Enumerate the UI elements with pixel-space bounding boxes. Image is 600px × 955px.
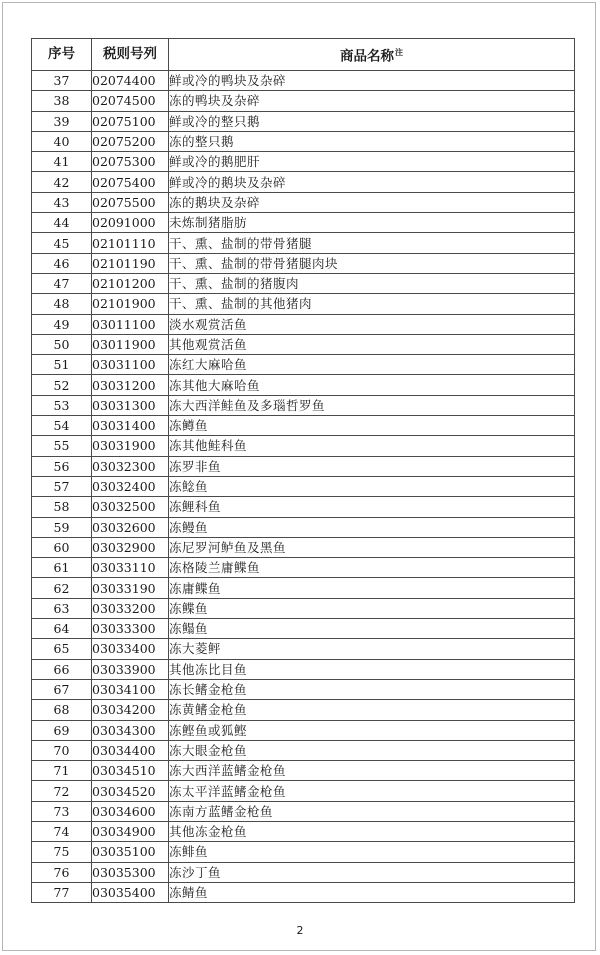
cell-name: 冻的鹅块及杂碎 (169, 192, 575, 212)
cell-seq: 53 (32, 395, 92, 415)
cell-seq: 43 (32, 192, 92, 212)
cell-name: 未炼制猪脂肪 (169, 213, 575, 233)
cell-seq: 68 (32, 700, 92, 720)
cell-name: 其他冻比目鱼 (169, 659, 575, 679)
cell-code: 02075200 (92, 131, 169, 151)
cell-name: 其他观赏活鱼 (169, 334, 575, 354)
cell-seq: 56 (32, 456, 92, 476)
cell-seq: 54 (32, 416, 92, 436)
cell-code: 03034900 (92, 821, 169, 841)
cell-name: 冻其他大麻哈鱼 (169, 375, 575, 395)
cell-code: 02074400 (92, 71, 169, 91)
cell-seq: 51 (32, 355, 92, 375)
table-row (32, 821, 575, 841)
cell-code: 03031100 (92, 355, 169, 375)
cell-name: 冻尼罗河鲈鱼及黑鱼 (169, 537, 575, 557)
cell-code: 03032600 (92, 517, 169, 537)
cell-seq: 52 (32, 375, 92, 395)
cell-seq: 47 (32, 273, 92, 293)
cell-name: 冻鲭鱼 (169, 882, 575, 902)
cell-code: 03031200 (92, 375, 169, 395)
cell-name: 冻太平洋蓝鳍金枪鱼 (169, 781, 575, 801)
cell-name: 冻黄鳍金枪鱼 (169, 700, 575, 720)
header-name (169, 39, 575, 71)
table-row (32, 91, 575, 111)
cell-name: 淡水观赏活鱼 (169, 314, 575, 334)
header-row (32, 39, 575, 71)
cell-seq: 44 (32, 213, 92, 233)
cell-seq: 60 (32, 537, 92, 557)
cell-name: 冻鳟鱼 (169, 416, 575, 436)
cell-name: 冻鳎鱼 (169, 619, 575, 639)
table-row (32, 720, 575, 740)
cell-seq: 39 (32, 111, 92, 131)
cell-name: 冻大西洋蓝鳍金枪鱼 (169, 761, 575, 781)
cell-name: 冻鲽鱼 (169, 598, 575, 618)
cell-seq: 55 (32, 436, 92, 456)
header-code: 税则号列 (92, 39, 169, 71)
table-row (32, 131, 575, 151)
cell-seq: 77 (32, 882, 92, 902)
cell-name: 冻鲣鱼或狐鲣 (169, 720, 575, 740)
cell-code: 03034200 (92, 700, 169, 720)
cell-name: 干、熏、盐制的其他猪肉 (169, 294, 575, 314)
cell-code: 02075300 (92, 152, 169, 172)
cell-code: 02075400 (92, 172, 169, 192)
table-row (32, 801, 575, 821)
cell-seq: 65 (32, 639, 92, 659)
table-row (32, 781, 575, 801)
cell-seq: 62 (32, 578, 92, 598)
cell-seq: 42 (32, 172, 92, 192)
cell-code: 03033190 (92, 578, 169, 598)
table-row (32, 517, 575, 537)
table-row (32, 476, 575, 496)
cell-seq: 75 (32, 842, 92, 862)
cell-code: 03033110 (92, 558, 169, 578)
table-row (32, 152, 575, 172)
table-row (32, 375, 575, 395)
cell-name: 其他冻金枪鱼 (169, 821, 575, 841)
cell-code: 03034600 (92, 801, 169, 821)
cell-code: 02101200 (92, 273, 169, 293)
table-row (32, 537, 575, 557)
cell-name: 鲜或冷的整只鹅 (169, 111, 575, 131)
table-row (32, 558, 575, 578)
table-row (32, 456, 575, 476)
header-name-note: 注 (395, 47, 403, 57)
cell-seq: 57 (32, 476, 92, 496)
cell-name: 冻格陵兰庸鲽鱼 (169, 558, 575, 578)
header-name-label: 商品名称 (340, 48, 394, 65)
table-row (32, 273, 575, 293)
cell-code: 03033900 (92, 659, 169, 679)
cell-name: 冻鲱鱼 (169, 842, 575, 862)
cell-code: 02101900 (92, 294, 169, 314)
cell-name: 干、熏、盐制的带骨猪腿 (169, 233, 575, 253)
cell-code: 03034400 (92, 740, 169, 760)
cell-seq: 37 (32, 71, 92, 91)
table-row (32, 619, 575, 639)
cell-code: 03034100 (92, 679, 169, 699)
table-row (32, 111, 575, 131)
cell-seq: 41 (32, 152, 92, 172)
table-row (32, 862, 575, 882)
cell-seq: 45 (32, 233, 92, 253)
cell-code: 03034520 (92, 781, 169, 801)
cell-name: 鲜或冷的鸭块及杂碎 (169, 71, 575, 91)
cell-name: 冻沙丁鱼 (169, 862, 575, 882)
cell-code: 02074500 (92, 91, 169, 111)
cell-name: 冻鲤科鱼 (169, 497, 575, 517)
cell-seq: 38 (32, 91, 92, 111)
cell-code: 02091000 (92, 213, 169, 233)
table-row (32, 233, 575, 253)
table-row (32, 598, 575, 618)
cell-code: 03035400 (92, 882, 169, 902)
table-row (32, 700, 575, 720)
table-row (32, 497, 575, 517)
cell-seq: 48 (32, 294, 92, 314)
cell-seq: 58 (32, 497, 92, 517)
cell-code: 03035300 (92, 862, 169, 882)
cell-seq: 70 (32, 740, 92, 760)
table-row (32, 314, 575, 334)
table-row (32, 436, 575, 456)
table-row (32, 416, 575, 436)
cell-name: 冻罗非鱼 (169, 456, 575, 476)
table-row (32, 659, 575, 679)
cell-code: 03011100 (92, 314, 169, 334)
cell-seq: 67 (32, 679, 92, 699)
cell-name: 冻南方蓝鳍金枪鱼 (169, 801, 575, 821)
page-number: 2 (296, 924, 304, 937)
table-row (32, 71, 575, 91)
cell-code: 03033300 (92, 619, 169, 639)
cell-code: 03031400 (92, 416, 169, 436)
cell-seq: 46 (32, 253, 92, 273)
cell-code: 02075500 (92, 192, 169, 212)
cell-name: 冻大眼金枪鱼 (169, 740, 575, 760)
table-row (32, 253, 575, 273)
cell-code: 03011900 (92, 334, 169, 354)
cell-seq: 63 (32, 598, 92, 618)
cell-name: 冻的鸭块及杂碎 (169, 91, 575, 111)
cell-code: 03031300 (92, 395, 169, 415)
cell-code: 03032300 (92, 456, 169, 476)
cell-code: 03033200 (92, 598, 169, 618)
cell-name: 干、熏、盐制的猪腹肉 (169, 273, 575, 293)
cell-name: 鲜或冷的鹅块及杂碎 (169, 172, 575, 192)
cell-seq: 40 (32, 131, 92, 151)
table-row (32, 740, 575, 760)
table-row (32, 842, 575, 862)
cell-name: 冻红大麻哈鱼 (169, 355, 575, 375)
table-row (32, 882, 575, 902)
cell-code: 03035100 (92, 842, 169, 862)
cell-seq: 50 (32, 334, 92, 354)
cell-seq: 74 (32, 821, 92, 841)
cell-code: 03033400 (92, 639, 169, 659)
cell-name: 冻其他鲑科鱼 (169, 436, 575, 456)
cell-name: 冻大西洋鲑鱼及多瑙哲罗鱼 (169, 395, 575, 415)
cell-name: 冻鳗鱼 (169, 517, 575, 537)
cell-seq: 59 (32, 517, 92, 537)
table-row (32, 213, 575, 233)
cell-code: 03034510 (92, 761, 169, 781)
cell-seq: 69 (32, 720, 92, 740)
cell-seq: 66 (32, 659, 92, 679)
cell-code: 03032400 (92, 476, 169, 496)
cell-name: 鲜或冷的鹅肥肝 (169, 152, 575, 172)
cell-name: 冻大菱鲆 (169, 639, 575, 659)
table-row (32, 294, 575, 314)
cell-code: 03032500 (92, 497, 169, 517)
table-row (32, 761, 575, 781)
cell-code: 02101190 (92, 253, 169, 273)
table-row (32, 578, 575, 598)
cell-code: 03034300 (92, 720, 169, 740)
table-row (32, 679, 575, 699)
cell-code: 03032900 (92, 537, 169, 557)
cell-seq: 73 (32, 801, 92, 821)
cell-code: 02101110 (92, 233, 169, 253)
table-row (32, 355, 575, 375)
cell-code: 03031900 (92, 436, 169, 456)
cell-seq: 72 (32, 781, 92, 801)
table-row (32, 395, 575, 415)
cell-name: 干、熏、盐制的带骨猪腿肉块 (169, 253, 575, 273)
cell-seq: 64 (32, 619, 92, 639)
table-row (32, 192, 575, 212)
header-seq: 序号 (32, 39, 92, 71)
cell-name: 冻长鳍金枪鱼 (169, 679, 575, 699)
cell-name: 冻庸鲽鱼 (169, 578, 575, 598)
table-body (32, 71, 575, 903)
cell-seq: 71 (32, 761, 92, 781)
cell-seq: 61 (32, 558, 92, 578)
tariff-table (31, 38, 575, 903)
cell-seq: 76 (32, 862, 92, 882)
cell-name: 冻的整只鹅 (169, 131, 575, 151)
cell-code: 02075100 (92, 111, 169, 131)
table-header (32, 39, 575, 71)
cell-seq: 49 (32, 314, 92, 334)
cell-name: 冻鲶鱼 (169, 476, 575, 496)
table-row (32, 172, 575, 192)
table-row (32, 639, 575, 659)
table-row (32, 334, 575, 354)
